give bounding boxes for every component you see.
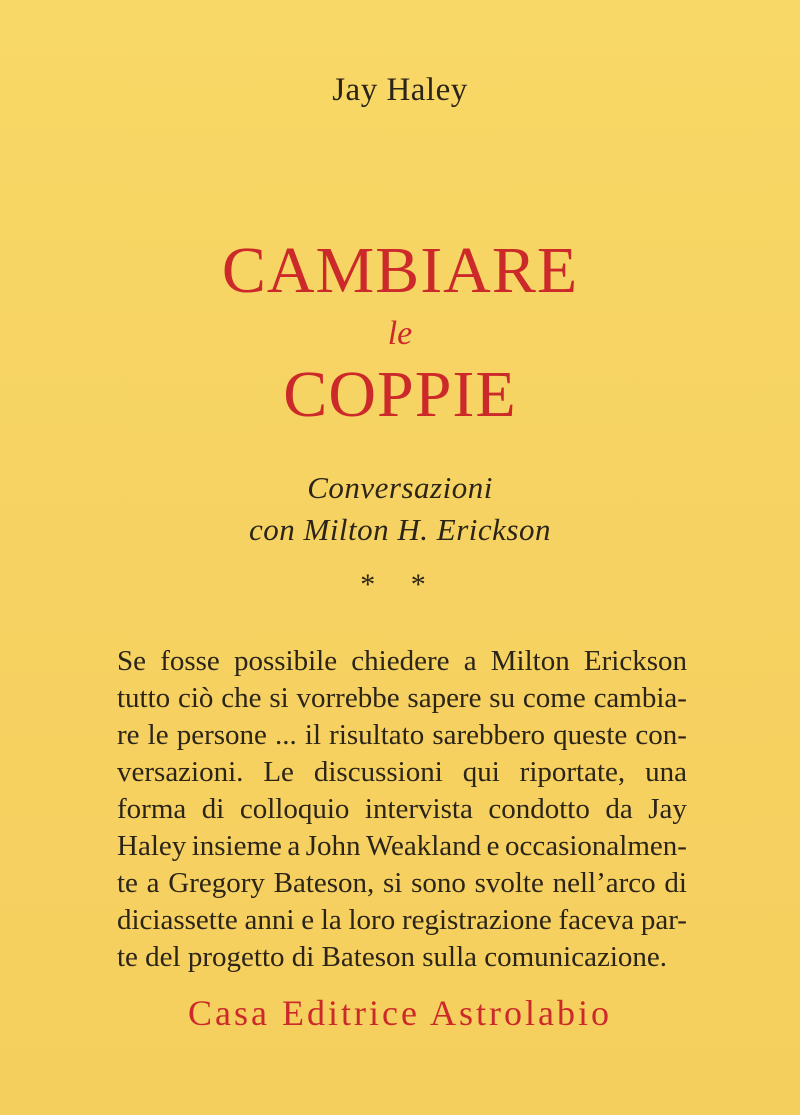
subtitle-line-2: con Milton H. Erickson: [248, 512, 551, 547]
blurb-word: a: [146, 867, 160, 899]
blurb-word: Se: [117, 645, 146, 677]
blurb-word: la: [320, 904, 342, 936]
blurb-line: [117, 717, 687, 754]
blurb-word: di: [201, 793, 225, 825]
blurb-word: intervista: [364, 793, 473, 825]
blurb-word: si: [383, 867, 403, 899]
blurb-word: Gregory: [168, 867, 265, 899]
blurb-word: vorrebbe: [296, 682, 400, 714]
blurb-word: forma: [117, 793, 187, 825]
blurb-word: si: [269, 682, 289, 714]
blurb-line: [117, 902, 687, 939]
subtitle-line-1: Conversazioni: [307, 470, 493, 505]
blurb-word: discussioni: [313, 756, 443, 788]
blurb-word: e: [301, 904, 315, 936]
blurb-line: [117, 680, 687, 717]
blurb-word: John: [305, 830, 361, 862]
blurb-word: colloquio: [239, 793, 350, 825]
blurb-word: occasionalmen-: [504, 830, 687, 862]
blurb-word: svolte: [474, 867, 544, 899]
blurb-word: Haley: [117, 830, 187, 862]
blurb-word: una: [645, 756, 687, 788]
blurb-word: versazioni.: [117, 756, 244, 788]
title-line-2: COPPIE: [283, 358, 517, 431]
blurb-word: tutto: [117, 682, 171, 714]
blurb-word: re: [117, 719, 140, 751]
blurb-word: a: [287, 830, 301, 862]
blurb-word: anni: [244, 904, 295, 936]
blurb-word: Bateson,: [273, 867, 375, 899]
blurb-word: sono: [411, 867, 466, 899]
blurb-word: chiedere: [351, 645, 450, 677]
blurb-word: sarebbero: [432, 719, 546, 751]
blurb-line: [117, 791, 687, 828]
title-line-1: CAMBIARE: [221, 234, 579, 307]
blurb-word: su: [489, 682, 516, 714]
blurb-word: sapere: [407, 682, 482, 714]
blurb-word: cambia-: [593, 682, 687, 714]
blurb-word: insieme: [191, 830, 282, 862]
blurb-word: le: [147, 719, 169, 751]
blurb-line: te del progetto di Bateson sulla comunicazione.: [117, 941, 668, 973]
blurb-word: par-: [640, 904, 687, 936]
blurb-word: loro: [348, 904, 396, 936]
blurb-word: queste: [553, 719, 628, 751]
blurb-word: ciò: [178, 682, 214, 714]
blurb-word: Jay: [648, 793, 687, 825]
blurb-word: che: [221, 682, 262, 714]
blurb-word: riportate,: [519, 756, 626, 788]
blurb-word: da: [605, 793, 633, 825]
blurb-line: [117, 754, 687, 791]
blurb-word: Le: [263, 756, 294, 788]
blurb-word: persone: [176, 719, 267, 751]
blurb-line: [117, 643, 687, 680]
blurb-word: di: [664, 867, 687, 899]
blurb-word: possibile: [233, 645, 338, 677]
blurb-word: registrazione: [401, 904, 552, 936]
blurb-line: [117, 865, 687, 902]
blurb-word: con-: [635, 719, 687, 751]
blurb-word: nell’arco: [552, 867, 656, 899]
blurb-word: condotto: [488, 793, 590, 825]
publisher-name: Casa Editrice Astrolabio: [188, 993, 612, 1033]
asterism-ornament: * *: [360, 568, 440, 601]
blurb-word: come: [522, 682, 586, 714]
blurb-word: faceva: [558, 904, 635, 936]
blurb-word: ...: [275, 719, 297, 751]
blurb-word: qui: [462, 756, 500, 788]
title-connector: le: [387, 315, 413, 352]
blurb-word: il: [304, 719, 322, 751]
blurb-word: fosse: [160, 645, 220, 677]
blurb-word: a: [463, 645, 477, 677]
blurb-word: Milton: [490, 645, 570, 677]
blurb-word: risultato: [329, 719, 425, 751]
blurb-word: e: [486, 830, 500, 862]
blurb-word: Erickson: [583, 645, 687, 677]
author-name: Jay Haley: [332, 72, 468, 108]
blurb-word: diciassette: [117, 904, 238, 936]
blurb-word: te: [117, 867, 138, 899]
blurb-word: Weakland: [365, 830, 482, 862]
blurb-line: [117, 828, 687, 865]
